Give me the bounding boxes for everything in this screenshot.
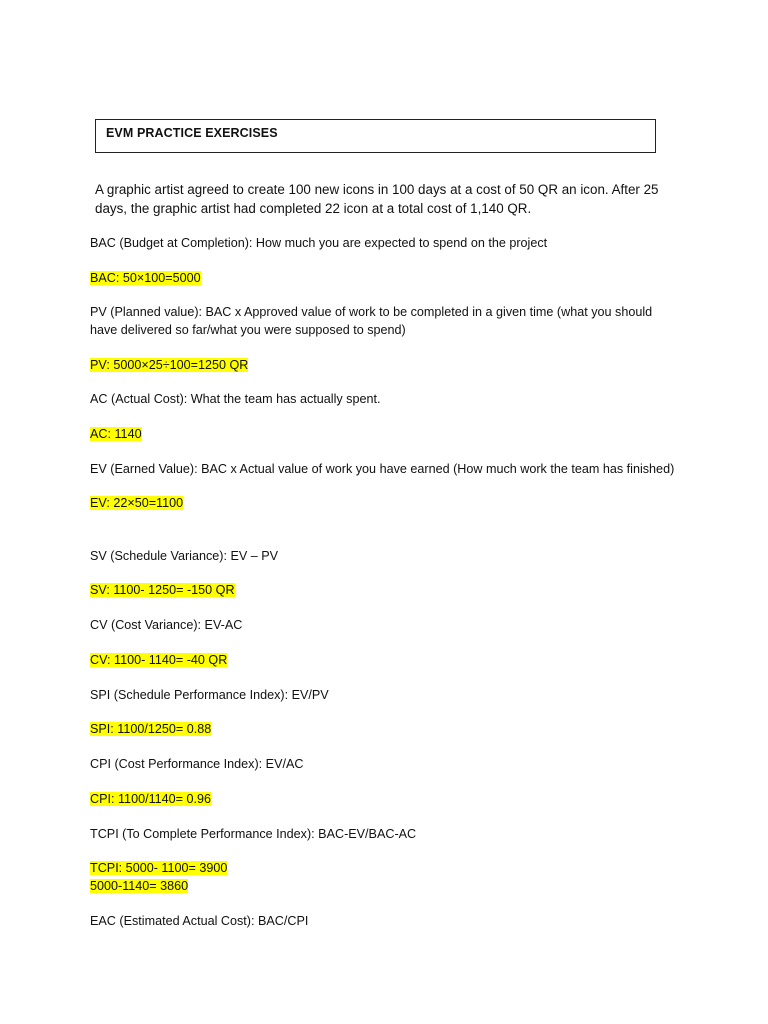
tcpi-answer-line2 <box>90 878 188 896</box>
ev-answer <box>90 495 183 513</box>
ac-answer-highlight: AC: 1140 <box>90 427 142 441</box>
tcpi-answer-line1 <box>90 860 227 878</box>
cv-answer-highlight: CV: 1100- 1140= -40 QR <box>90 653 228 667</box>
sv-answer <box>90 582 235 600</box>
ac-definition: AC (Actual Cost): What the team has actually spent. <box>90 392 381 406</box>
pv-answer-highlight: PV: 5000×25÷100=1250 QR <box>90 358 249 372</box>
bac-answer-highlight: BAC: 50×100=5000 <box>90 271 201 285</box>
pv-definition: PV (Planned value): BAC x Approved value of work to be completed in a given time (what you should have delivered so far/what you were supposed to spend) <box>90 305 653 337</box>
cpi-definition: CPI (Cost Performance Index): EV/AC <box>90 757 304 771</box>
ev-answer-highlight: EV: 22×50=1100 <box>90 496 184 510</box>
cv-definition: CV (Cost Variance): EV-AC <box>90 618 243 632</box>
spi-definition: SPI (Schedule Performance Index): EV/PV <box>90 688 329 702</box>
cv-answer <box>90 652 227 670</box>
ev-definition: EV (Earned Value): BAC x Actual value of work you have earned (How much work the team has finished) <box>90 462 675 476</box>
cpi-answer-highlight: CPI: 1100/1140= 0.96 <box>90 792 212 806</box>
tcpi-answer-line1-highlight: TCPI: 5000- 1100= 3900 <box>90 861 228 875</box>
cpi-answer <box>90 791 211 809</box>
ac-answer <box>90 426 142 444</box>
pv-answer <box>90 357 248 375</box>
eac-definition: EAC (Estimated Actual Cost): BAC/CPI <box>90 914 309 928</box>
tcpi-definition: TCPI (To Complete Performance Index): BAC-EV/BAC-AC <box>90 827 417 841</box>
sv-answer-highlight: SV: 1100- 1250= -150 QR <box>90 583 235 597</box>
bac-definition: BAC (Budget at Completion): How much you are expected to spend on the project <box>90 236 548 250</box>
sv-definition: SV (Schedule Variance): EV – PV <box>90 549 279 563</box>
problem-statement: A graphic artist agreed to create 100 new icons in 100 days at a cost of 50 QR an icon. After 25 days, the graphic artist had completed 22 icon at a total cost of 1,140 QR. <box>95 182 659 216</box>
title-box <box>95 119 656 153</box>
bac-answer <box>90 270 201 288</box>
tcpi-answer-line2-highlight: 5000-1140= 3860 <box>90 879 189 893</box>
spi-answer-highlight: SPI: 1100/1250= 0.88 <box>90 722 212 736</box>
spi-answer <box>90 721 211 739</box>
document-title: EVM PRACTICE EXERCISES <box>106 126 278 140</box>
